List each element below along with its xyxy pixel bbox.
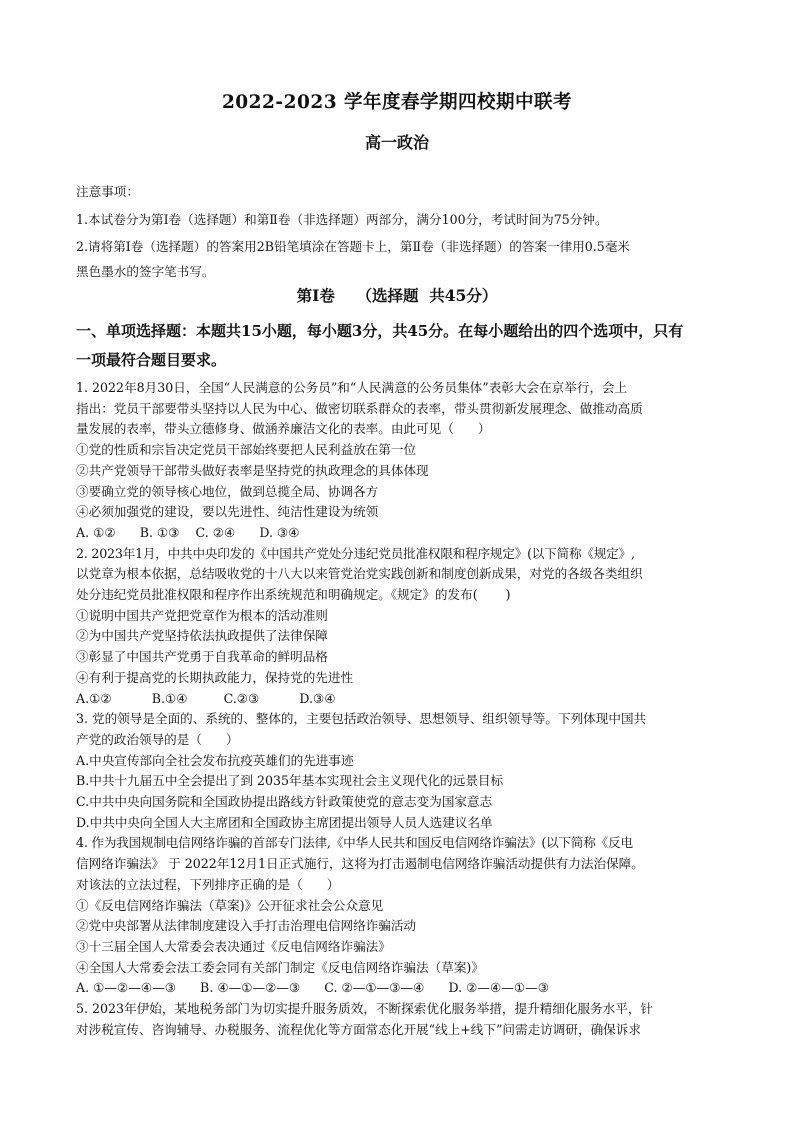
notice-item-2-line-1: 2.请将第Ⅰ卷（选择题）的答案用2B铅笔填涂在答题卡上，第Ⅱ卷（非选择题）的答案一律用0.5毫米 [76, 239, 631, 254]
q1-choices: A. ①② B. ①③ C. ②④ D. ③④ [76, 524, 300, 540]
q4-stem-line-2: 信网络诈骗法》 于 2022年12月1日正式施行，这将为打击遏制电信网络诈骗活动提供有力法治保障。 [76, 856, 644, 872]
q5-stem-line-1: 5. 2023年伊始，某地税务部门为切实提升服务质效，不断探索优化服务举措，提升精细化服务水平，针 [76, 1001, 654, 1017]
q1-stem-line-2: 指出：党员干部要带头坚持以人民为中心、做密切联系群众的表率，带头贯彻新发展理念、做推动高质 [76, 400, 643, 416]
q3-option-d: D.中共中央向全国人大主席团和全国政协主席团提出领导人员人选建议名单 [76, 814, 493, 830]
notice-item-1: 1.本试卷分为第Ⅰ卷（选择题）和第Ⅱ卷（非选择题）两部分，满分100分，考试时间为75分钟。 [76, 211, 608, 227]
q4-statement-2: ②党中央部署从法律制度建设入手打击治理电信网络诈骗活动 [76, 918, 417, 934]
q3-option-b: B.中共十九届五中全会提出了到 2035年基本实现社会主义现代化的远景目标 [76, 773, 504, 789]
q3-option-a: A.中央宣传部向全社会发布抗疫英雄们的先进事迹 [76, 752, 354, 768]
q2-stem-line-2: 以党章为根本依据，总结吸收党的十八大以来管党治党实践创新和制度创新成果，对党的各级各类组织 [76, 566, 643, 582]
q1-statement-4: ④必须加强党的建设，要以先进性、纯洁性建设为统领 [76, 504, 379, 520]
q2-stem-line-1: 2. 2023年1月，中共中央印发的《中国共产党处分违纪党员批准权限和程序规定》(以下简称《规定》, [76, 545, 635, 561]
section-title: 第Ⅰ卷 （选择题 共45分） [296, 286, 498, 305]
notice-item-2-line-2: 黑色墨水的签字笔书写。 [76, 263, 215, 279]
q2-stem-line-3: 处分违纪党员批准权限和程序作出系统规范和明确规定。《规定》的发布( ) [76, 587, 511, 603]
q3-stem-line-2: 产党的政治领导的是（ ） [76, 731, 239, 747]
notice-heading: 注意事项： [76, 184, 139, 199]
q1-stem-line-3: 量发展的表率，带头立德修身、做涵养廉洁文化的表率。由此可见（ ） [76, 421, 491, 437]
exam-subject: 高一政治 [364, 133, 429, 152]
notice-block [76, 180, 718, 284]
q4-choices: A. ①—②—④—③ B. ④—①—②—③ C. ②—①—③—④ D. ②—④—①—③ [76, 980, 550, 996]
q2-statement-3: ③彰显了中国共产党勇于自我革命的鲜明品格 [76, 649, 328, 665]
q2-statement-1: ①说明中国共产党把党章作为根本的活动准则 [76, 607, 328, 623]
q3-option-c: C.中共中央向国务院和全国政协提出路线方针政策使党的意志变为国家意志 [76, 794, 493, 810]
question-list [76, 378, 718, 1041]
q1-stem-line-1: 1. 2022年8月30日，全国“人民满意的公务员”和“人民满意的公务员集体”表彰大会在京举行，会上 [76, 380, 628, 395]
q4-statement-4: ④全国人大常委会法工委会同有关部门制定《反电信网络诈骗法（草案)》 [76, 959, 484, 975]
exam-title: 2022-2023 学年度春学期四校期中联考 [221, 92, 573, 113]
q4-statement-1: ①《反电信网络诈骗法（草案)》公开征求社会公众意见 [76, 897, 384, 913]
q1-statement-1: ①党的性质和宗旨决定党员干部始终要把人民利益放在第一位 [76, 442, 417, 458]
q5-stem-line-2: 对涉税宣传、咨询辅导、办税服务、流程优化等方面常态化开展“线上+线下”问需走访调研，确保诉求 [76, 1021, 641, 1037]
q2-statement-2: ②为中国共产党坚持依法执政提供了法律保障 [76, 628, 328, 644]
part-one-heading-line-2: 一项最符合题目要求。 [76, 351, 227, 369]
part-one-heading-line-1: 一、单项选择题：本题共15小题，每小题3分，共45分。在每小题给出的四个选项中，只有 [76, 322, 684, 340]
q3-stem-line-1: 3. 党的领导是全面的、系统的、整体的，主要包括政治领导、思想领导、组织领导等。下列体现中国共 [76, 711, 647, 727]
part-one-heading [76, 317, 718, 375]
q4-stem-line-1: 4. 作为我国规制电信网络诈骗的首部专门法律,《中华人民共和国反电信网络诈骗法》(以下简称《反电 [76, 835, 633, 851]
q1-statement-2: ②共产党领导干部带头做好表率是坚持党的执政理念的具体体现 [76, 462, 429, 478]
q2-statement-4: ④有利于提高党的长期执政能力，保持党的先进性 [76, 669, 354, 685]
q4-statement-3: ③十三届全国人大常委会表决通过《反电信网络诈骗法》 [76, 938, 391, 954]
q1-statement-3: ③要确立党的领导核心地位，做到总揽全局、协调各方 [76, 483, 379, 499]
q4-stem-line-3: 对该法的立法过程，下列排序正确的是（ ） [76, 876, 340, 892]
q2-choices: A.①② B.①④ C.②③ D.③④ [76, 690, 336, 706]
